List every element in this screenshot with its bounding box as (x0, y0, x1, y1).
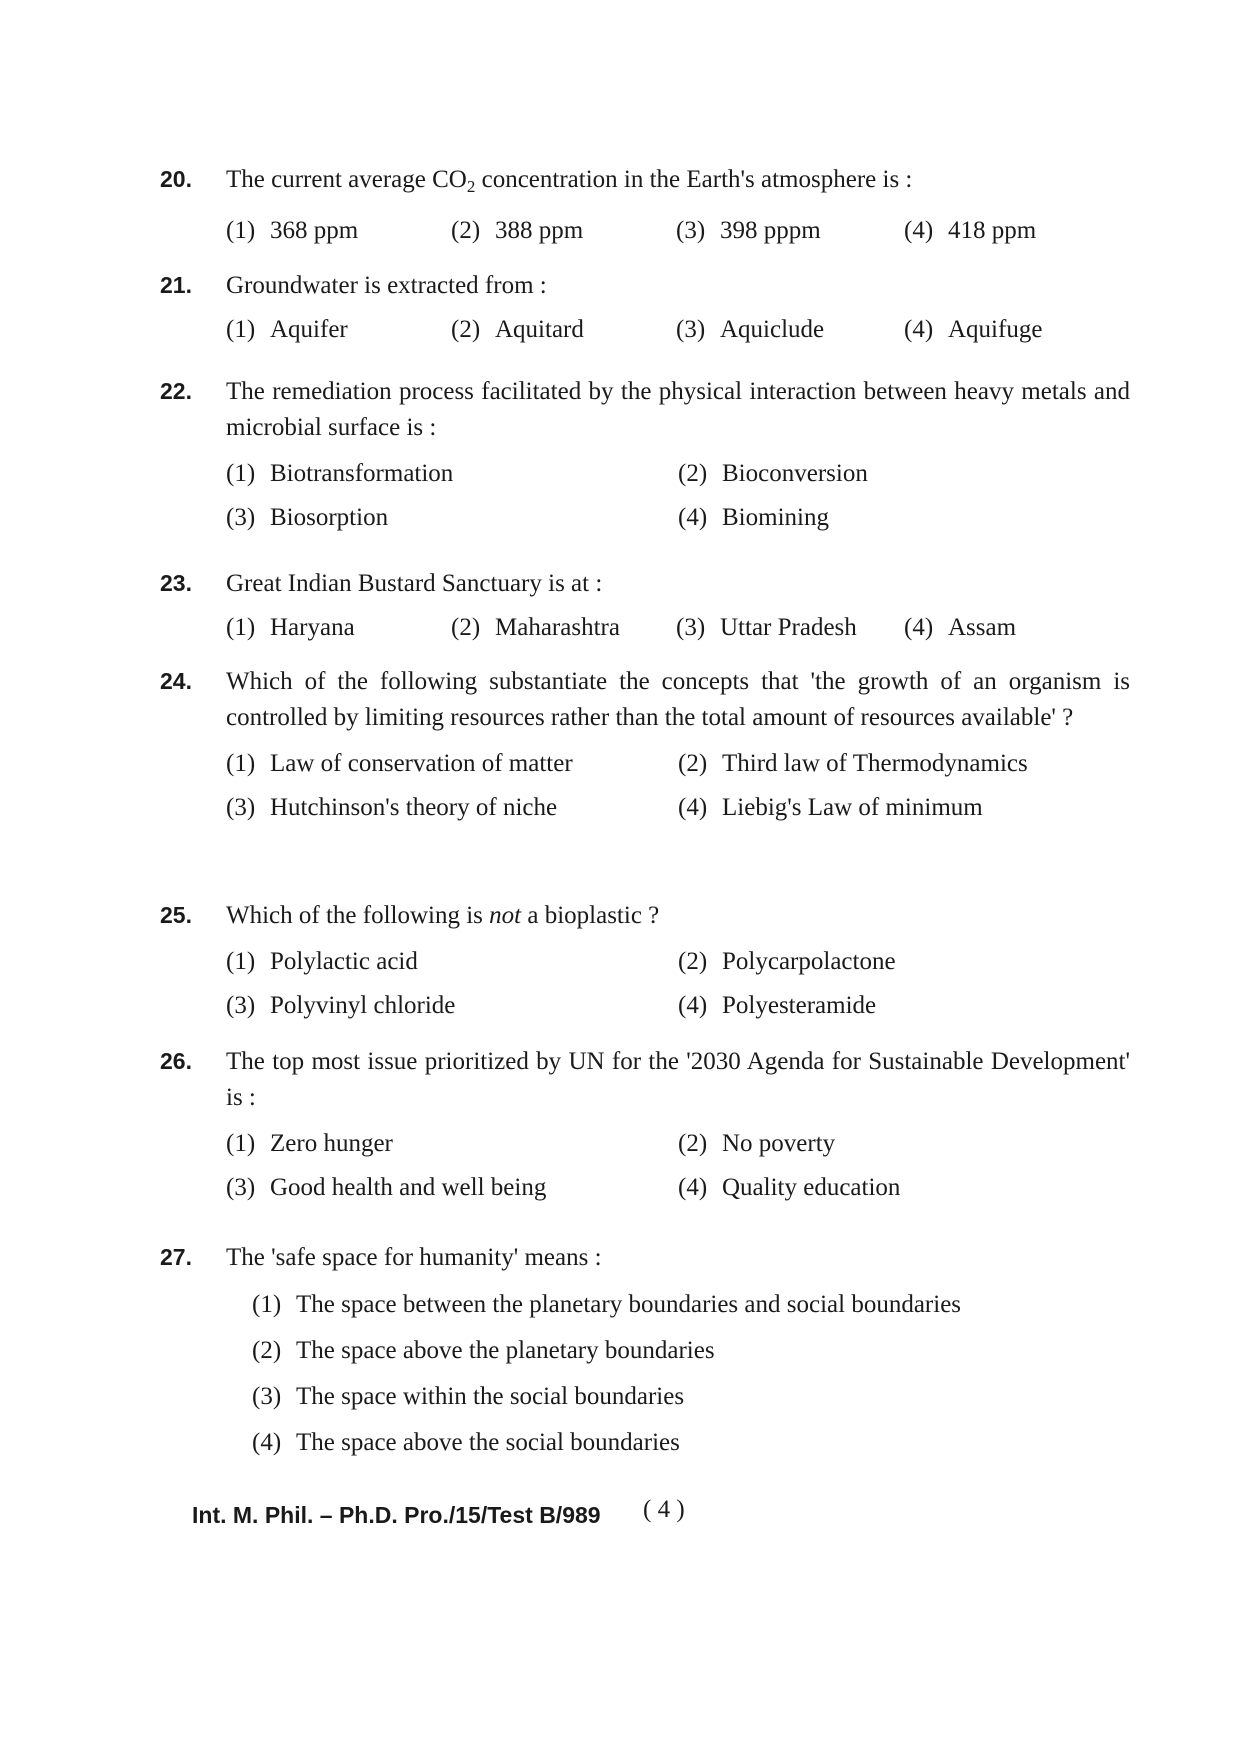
question-25 (160, 898, 1130, 1024)
question-text: Great Indian Bustard Sanctuary is at : (226, 570, 603, 597)
question-text-part: Which of the following is (226, 902, 490, 929)
option-label: (4) (904, 316, 934, 343)
option-text: Biomining (722, 504, 829, 531)
question-number: 25. (160, 902, 192, 928)
question-number: 22. (160, 378, 192, 404)
option-1 (226, 944, 678, 980)
option-label: (4) (678, 992, 708, 1019)
option-text: Assam (948, 614, 1017, 641)
option-label: (2) (451, 316, 481, 343)
footer-code: Int. M. Phil. – Ph.D. Pro./15/Test B/989 (192, 1502, 601, 1528)
option-label: (4) (678, 1174, 708, 1201)
option-text: The space within the social boundaries (296, 1383, 685, 1410)
option-2 (678, 746, 1128, 782)
option-label: (1) (226, 750, 256, 777)
option-label: (4) (252, 1429, 282, 1456)
option-4 (904, 312, 1134, 348)
option-text: The space above the planetary boundaries (296, 1337, 715, 1364)
option-label: (4) (678, 504, 708, 531)
option-4 (252, 1420, 1130, 1466)
option-2 (451, 610, 676, 646)
option-label: (1) (252, 1291, 282, 1318)
option-label: (2) (678, 750, 708, 777)
option-label: (2) (678, 460, 708, 487)
option-label: (4) (904, 217, 934, 244)
question-text: The remediation process facilitated by the physical interaction between heavy metals and microbial surface is : (226, 378, 1130, 441)
option-2 (678, 456, 1128, 492)
option-text: The space between the planetary boundaries and social boundaries (296, 1291, 962, 1318)
option-2 (451, 213, 676, 249)
options-row (226, 610, 1130, 646)
question-text-part: The current average CO (226, 166, 467, 193)
option-label: (3) (226, 1174, 256, 1201)
option-text: The space above the social boundaries (296, 1429, 680, 1456)
question-22 (160, 374, 1130, 536)
option-text: Liebig's Law of minimum (722, 794, 983, 821)
option-label: (3) (226, 992, 256, 1019)
option-label: (2) (451, 614, 481, 641)
option-1 (252, 1282, 1130, 1328)
option-4 (678, 1170, 1128, 1206)
option-1 (226, 610, 451, 646)
option-1 (226, 213, 451, 249)
question-text: Groundwater is extracted from : (226, 272, 547, 299)
question-text: The 'safe space for humanity' means : (226, 1244, 602, 1271)
option-3 (676, 610, 904, 646)
options-grid (226, 456, 1130, 536)
question-text (226, 162, 1130, 205)
option-text: 418 ppm (948, 217, 1037, 244)
option-4 (904, 213, 1134, 249)
option-3 (226, 988, 678, 1024)
emphasis: not (489, 902, 522, 929)
question-text-part: concentration in the Earth's atmosphere is : (475, 166, 913, 193)
question-24 (160, 664, 1130, 826)
question-number: 24. (160, 668, 192, 694)
option-label: (1) (226, 614, 256, 641)
option-label: (1) (226, 460, 256, 487)
question-text: Which of the following substantiate the concepts that 'the growth of an organism is controlled by limiting resources rather than the total amount of resources available' ? (226, 668, 1130, 731)
question-text (226, 898, 1130, 934)
option-label: (3) (676, 614, 706, 641)
question-26 (160, 1044, 1130, 1206)
question-number: 23. (160, 570, 192, 596)
option-text: Biosorption (270, 504, 389, 531)
option-text: 398 pppm (720, 217, 821, 244)
option-1 (226, 312, 451, 348)
option-label: (1) (226, 948, 256, 975)
option-label: (1) (226, 217, 256, 244)
option-1 (226, 1126, 678, 1162)
option-4 (678, 790, 1128, 826)
option-text: Aquifer (270, 316, 348, 343)
subscript: 2 (466, 177, 476, 196)
option-label: (1) (226, 316, 256, 343)
question-number: 20. (160, 166, 192, 192)
option-text: Third law of Thermodynamics (722, 750, 1028, 777)
option-text: Uttar Pradesh (720, 614, 857, 641)
option-3 (226, 1170, 678, 1206)
option-text: Aquitard (495, 316, 584, 343)
question-text: The top most issue prioritized by UN for the '2030 Agenda for Sustainable Development' is : (226, 1048, 1130, 1111)
option-label: (2) (678, 1130, 708, 1157)
option-text: Aquiclude (720, 316, 825, 343)
option-2 (678, 944, 1128, 980)
option-text: Bioconversion (722, 460, 868, 487)
option-4 (904, 610, 1134, 646)
option-2 (252, 1328, 1130, 1374)
option-label: (2) (451, 217, 481, 244)
question-number: 26. (160, 1048, 192, 1074)
option-text: Aquifuge (948, 316, 1043, 343)
option-3 (676, 312, 904, 348)
option-text: Law of conservation of matter (270, 750, 573, 777)
option-1 (226, 746, 678, 782)
options-grid (226, 746, 1130, 826)
option-3 (676, 213, 904, 249)
options-row (226, 213, 1130, 249)
option-text: No poverty (722, 1130, 836, 1157)
option-text: Polyvinyl chloride (270, 992, 456, 1019)
option-text: Haryana (270, 614, 355, 641)
option-text: Hutchinson's theory of niche (270, 794, 558, 821)
option-text: 388 ppm (495, 217, 584, 244)
question-number: 27. (160, 1244, 192, 1270)
options-row (226, 312, 1130, 348)
question-21 (160, 268, 1130, 348)
options-grid (226, 944, 1130, 1024)
option-text: Polylactic acid (270, 948, 418, 975)
question-23 (160, 566, 1130, 646)
option-label: (4) (904, 614, 934, 641)
question-20 (160, 162, 1130, 249)
option-4 (678, 500, 1128, 536)
option-label: (3) (226, 504, 256, 531)
option-text: Polycarpolactone (722, 948, 896, 975)
option-label: (3) (676, 316, 706, 343)
question-number: 21. (160, 272, 192, 298)
option-label: (3) (676, 217, 706, 244)
option-label: (4) (678, 794, 708, 821)
page-number: ( 4 ) (643, 1496, 685, 1523)
option-label: (2) (252, 1337, 282, 1364)
option-text: Zero hunger (270, 1130, 393, 1157)
option-text: Maharashtra (495, 614, 620, 641)
options-list (252, 1282, 1130, 1466)
option-text: 368 ppm (270, 217, 359, 244)
option-label: (2) (678, 948, 708, 975)
question-27 (160, 1240, 1130, 1466)
option-1 (226, 456, 678, 492)
option-3 (226, 500, 678, 536)
option-text: Biotransformation (270, 460, 454, 487)
option-label: (3) (226, 794, 256, 821)
option-text: Polyesteramide (722, 992, 877, 1019)
options-grid (226, 1126, 1130, 1206)
option-2 (678, 1126, 1128, 1162)
option-3 (252, 1374, 1130, 1420)
option-2 (451, 312, 676, 348)
question-text-part: a bioplastic ? (521, 902, 660, 929)
option-3 (226, 790, 678, 826)
option-4 (678, 988, 1128, 1024)
option-label: (3) (252, 1383, 282, 1410)
option-text: Quality education (722, 1174, 901, 1201)
option-text: Good health and well being (270, 1174, 547, 1201)
option-label: (1) (226, 1130, 256, 1157)
